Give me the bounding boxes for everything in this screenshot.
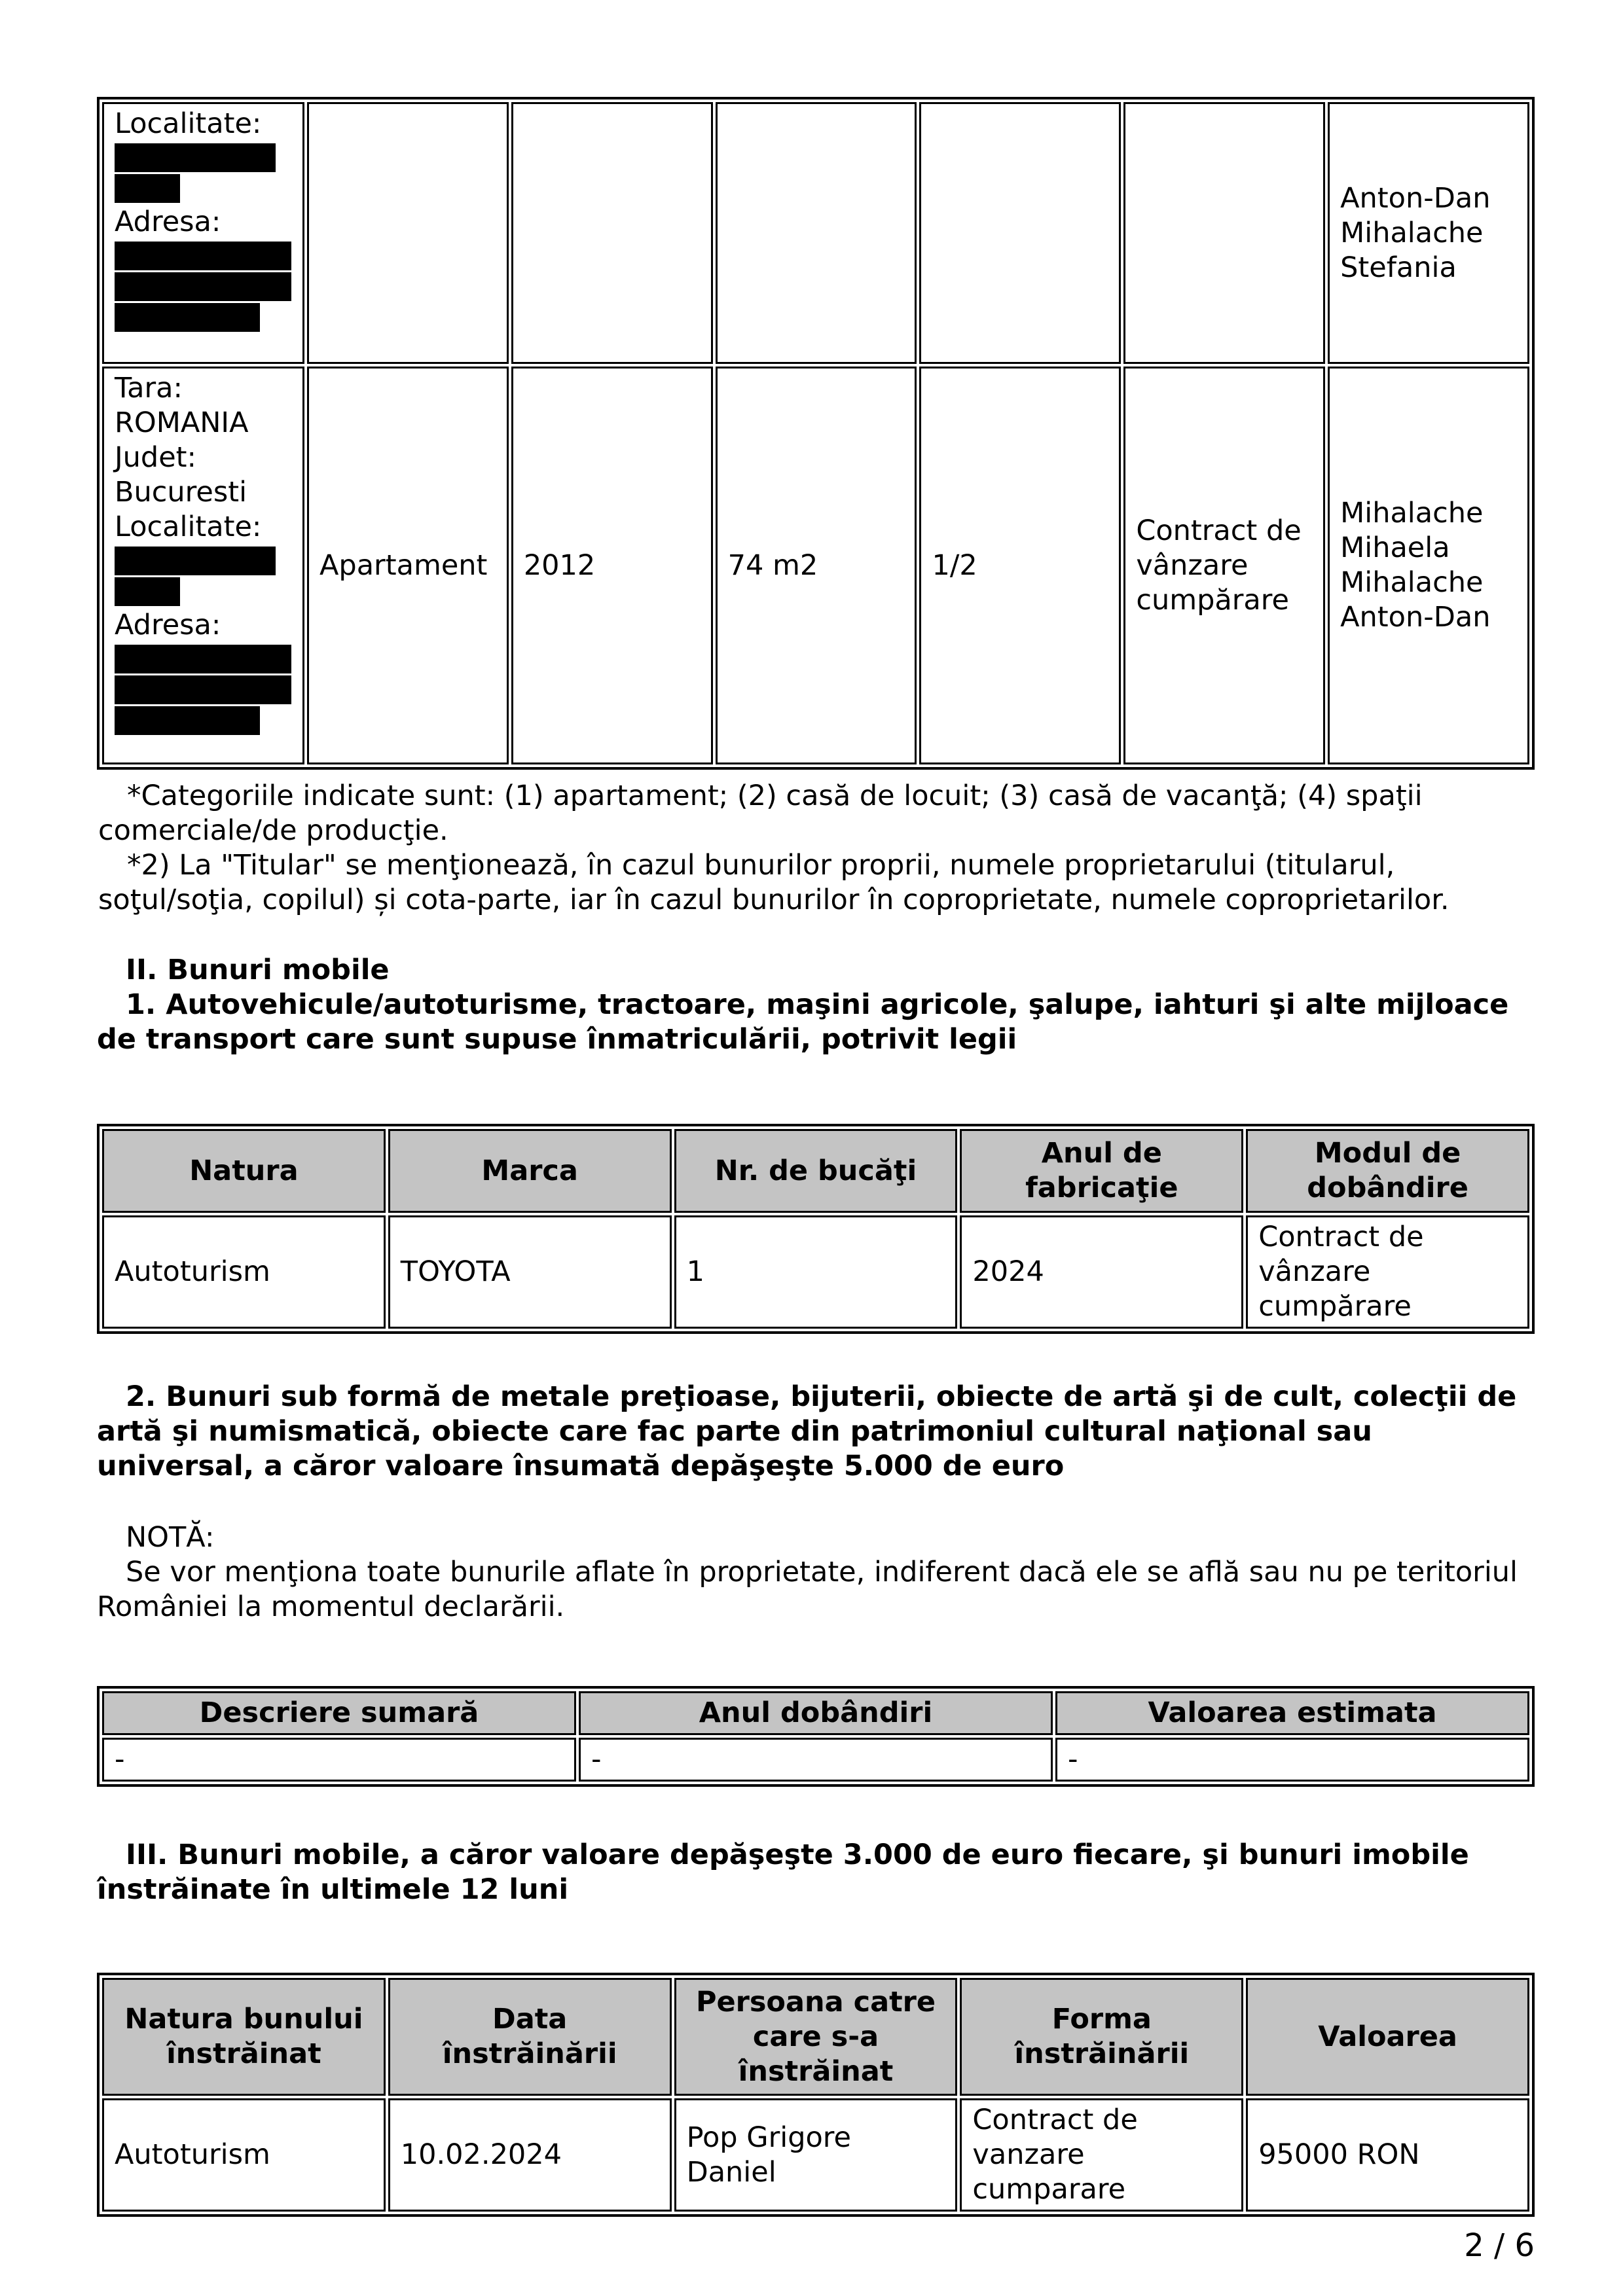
table-cell: 1 — [674, 1215, 958, 1329]
location-label: Tara: ROMANIA Judet: Bucuresti Localitate: — [115, 372, 262, 543]
footnote-titular: *2) La "Titular" se menţionează, în cazul bunurilor proprii, numele proprietarului (titularul, soţul/soţia, copilul) și cota-parte, iar în cazul bunurilor în coproprietate, numele coproprietarilor. — [98, 849, 1450, 916]
table-cell: 1/2 — [919, 367, 1121, 764]
valuables-table — [97, 1686, 1535, 1787]
table-cell — [307, 102, 509, 364]
table-row — [102, 1738, 1529, 1782]
table-cell: Autoturism — [102, 2098, 386, 2212]
redacted-block — [115, 143, 276, 172]
column-header: Data înstrăinării — [388, 1978, 672, 2096]
table-cell — [716, 102, 917, 364]
column-header: Natura — [102, 1129, 386, 1213]
table-cell: - — [102, 1738, 576, 1782]
column-header: Valoarea — [1246, 1978, 1529, 2096]
column-header: Natura bunului înstrăinat — [102, 1978, 386, 2096]
table-cell — [1123, 102, 1325, 364]
alienated-table — [97, 1973, 1535, 2217]
redacted-block — [115, 577, 180, 606]
page-number: 2 / 6 — [1464, 2227, 1535, 2264]
section-title-alienated: III. Bunuri mobile, a căror valoare depăşeşte 3.000 de euro fiecare, şi bunuri imobile înstrăinate în ultimele 12 luni — [97, 1839, 1469, 1906]
table-cell — [511, 102, 713, 364]
document-page — [97, 97, 1535, 2217]
redacted-block — [115, 547, 276, 575]
table-cell: - — [1055, 1738, 1529, 1782]
table-cell: - — [579, 1738, 1053, 1782]
table-cell — [919, 102, 1121, 364]
column-header: Forma înstrăinării — [960, 1978, 1243, 2096]
table-cell: Contract de vânzare cumpărare — [1246, 1215, 1529, 1329]
table-cell: 74 m2 — [716, 367, 917, 764]
table-cell: 95000 RON — [1246, 2098, 1529, 2212]
subsection-valuables-title: 2. Bunuri sub formă de metale preţioase, bijuterii, obiecte de artă şi de cult, colecţii de artă şi numismatică, obiecte care fac parte din patrimoniul cultural naţional sau universal, a căror valoare însumată depăşeşte 5.000 de euro — [97, 1380, 1517, 1482]
table-cell: Autoturism — [102, 1215, 386, 1329]
redacted-block — [115, 242, 291, 270]
table-cell: Apartament — [307, 367, 509, 764]
location-label: Adresa: — [115, 609, 221, 641]
table-row — [102, 1215, 1529, 1329]
vehicles-table — [97, 1124, 1535, 1334]
table-cell: Contract de vânzare cumpărare — [1123, 367, 1325, 764]
column-header: Nr. de bucăţi — [674, 1129, 958, 1213]
location-label: Localitate: — [115, 107, 262, 140]
table-cell: 2024 — [960, 1215, 1243, 1329]
nota-text: Se vor menţiona toate bunurile aflate în proprietate, indiferent dacă ele se află sau nu pe teritoriul României la momentul declarării. — [97, 1556, 1518, 1623]
nota-label: NOTĂ: — [126, 1521, 215, 1554]
table-cell: Mihalache Mihaela Mihalache Anton-Dan — [1328, 367, 1529, 764]
table-cell: 10.02.2024 — [388, 2098, 672, 2212]
table-row — [102, 2098, 1529, 2212]
redacted-block — [115, 303, 260, 332]
location-cell — [102, 367, 304, 764]
location-cell — [102, 102, 304, 364]
property-row — [102, 102, 1529, 364]
redacted-block — [115, 645, 291, 673]
column-header: Descriere sumară — [102, 1691, 576, 1735]
subsection-vehicles-title: 1. Autovehicule/autoturisme, tractoare, maşini agricole, şalupe, iahturi şi alte mijloace de transport care sunt supuse înmatriculării, potrivit legii — [97, 988, 1509, 1056]
column-header: Anul dobândiri — [579, 1691, 1053, 1735]
table-cell: Pop Grigore Daniel — [674, 2098, 958, 2212]
column-header: Modul de dobândire — [1246, 1129, 1529, 1213]
table-cell: Contract de vanzare cumparare — [960, 2098, 1243, 2212]
column-header: Persoana catre care s-a înstrăinat — [674, 1978, 958, 2096]
property-table — [97, 97, 1535, 770]
table-cell: TOYOTA — [388, 1215, 672, 1329]
column-header: Valoarea estimata — [1055, 1691, 1529, 1735]
redacted-block — [115, 174, 180, 203]
column-header: Anul de fabricaţie — [960, 1129, 1243, 1213]
section-title-movables: II. Bunuri mobile — [126, 954, 390, 986]
footnote-categories: *Categoriile indicate sunt: (1) apartament; (2) casă de locuit; (3) casă de vacanţă; (4) spaţii comerciale/de producţie. — [98, 780, 1423, 847]
redacted-block — [115, 706, 260, 735]
property-row — [102, 367, 1529, 764]
redacted-block — [115, 272, 291, 301]
table-cell: 2012 — [511, 367, 713, 764]
table-cell: Anton-Dan Mihalache Stefania — [1328, 102, 1529, 364]
location-label: Adresa: — [115, 206, 221, 238]
redacted-block — [115, 675, 291, 704]
column-header: Marca — [388, 1129, 672, 1213]
